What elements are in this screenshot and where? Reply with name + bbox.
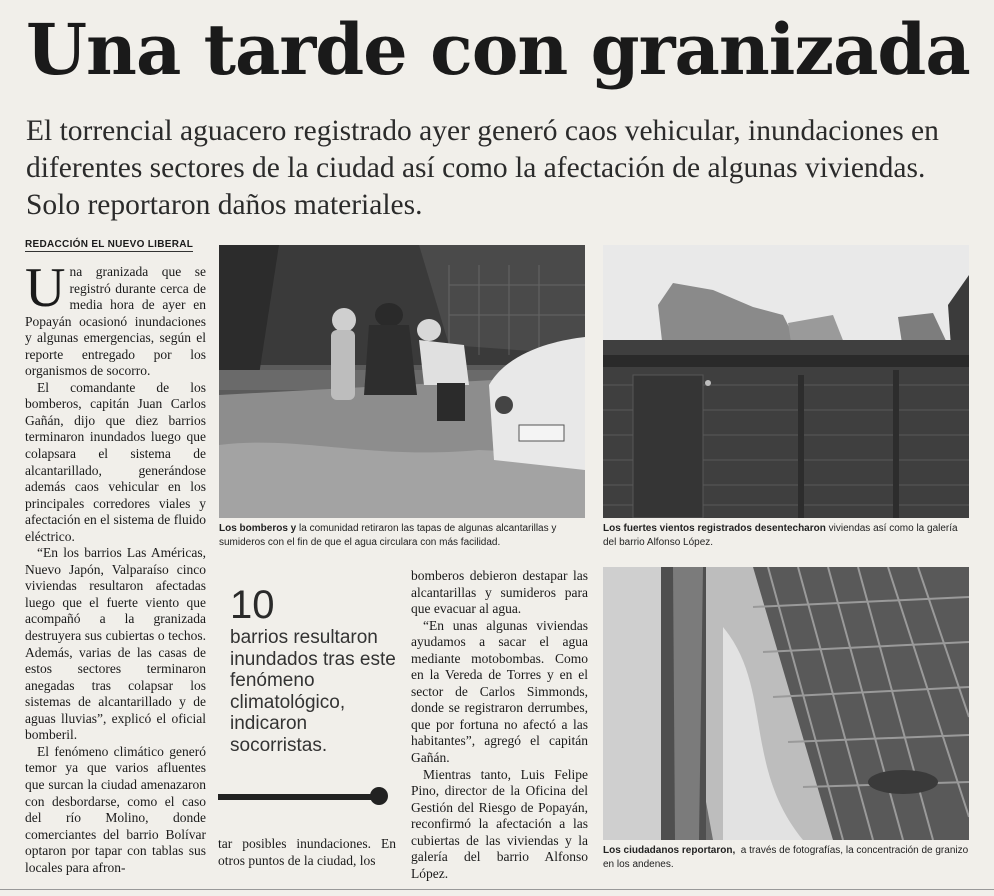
- byline: REDACCIÓN EL NUEVO LIBERAL: [25, 239, 194, 250]
- stat-callout: [230, 583, 400, 756]
- paragraph: “En los barrios Las Américas, Nuevo Japón, Valparaíso cinco viviendas resultaron afectadas luego que el fuerte viento que acompañó a la granizada destruyera sus cubiertas o techos. Además, varias de las casas de estos sectores terminaron anegadas tras colapsar los sistemas de alcantarillado y de aguas lluvias”, explicó el oficial bomberil.: [25, 545, 206, 743]
- photo-firefighters: [219, 245, 585, 518]
- drop-cap: U: [25, 257, 66, 319]
- headline: Una tarde con granizada: [26, 8, 970, 91]
- stat-number: 10: [230, 583, 275, 627]
- caption-hail: Los ciudadanos reportaron, a través de fotografías, la concentración de granizo en los andenes.: [603, 845, 969, 870]
- paragraph: “En unas algunas viviendas ayudamos a sacar el agua mediante motobombas. Como en la Vereda de Torres y en el sector de Carlos Simmonds, donde se registraron derrumbes, que por fortuna no afectó a las habitantes”, agregó el capitán Gañán.: [411, 617, 588, 766]
- photo-roofs: [603, 245, 969, 518]
- caption-roofs: Los fuertes vientos registrados desentecharon viviendas así como la galería del barrio Alfonso López.: [603, 523, 958, 548]
- paragraph: Una granizada que se registró durante cerca de media hora de ayer en Popayán ocasionó inundaciones y algunas emergencias, según el reporte entregado por los organismos de socorro.: [25, 257, 206, 379]
- roof-damage-image: [603, 245, 969, 518]
- callout-rule: [218, 794, 378, 800]
- bottom-rule: [0, 889, 994, 890]
- hail-sidewalk-image: [603, 567, 969, 840]
- article-column-1: [25, 257, 206, 876]
- article-column-2: [218, 836, 396, 869]
- paragraph: Mientras tanto, Luis Felipe Pino, director de la Oficina del Gestión del Riesgo de Popayán, reconfirmó la afectación a las cubiertas de las viviendas y la galería del barrio Alfonso López.: [411, 766, 588, 881]
- firefighters-image: [219, 245, 585, 518]
- paragraph: tar posibles inundaciones. En otros puntos de la ciudad, los: [218, 836, 396, 868]
- stat-text: barrios resultaron inundados tras este fenómeno climatológico, indicaron socorristas.: [230, 627, 396, 756]
- photo-hail: [603, 567, 969, 840]
- paragraph: bomberos debieron destapar las alcantarillas y sumideros para que evacuar al agua.: [411, 568, 588, 617]
- deck: El torrencial aguacero registrado ayer generó caos vehicular, inundaciones en diferentes sectores de la ciudad así como la afectación de algunas viviendas. Solo reportaron daños materiales.: [26, 115, 939, 221]
- paragraph: El fenómeno climático generó temor ya que varios afluentes que surcan la ciudad amenazaron con desbordarse, como el caso del río Molino, donde comerciantes del barrio Bolívar optaron por tapar con tablas sus locales para afron-: [25, 743, 206, 875]
- article-column-3: [411, 568, 588, 882]
- paragraph: El comandante de los bomberos, capitán Juan Carlos Gañán, dijo que diez barrios terminaron inundados luego que colapsara el sistema de alcantarillado, generándose además caos vehicular en los principales corredores viales y afectación en el sistema de fluido eléctrico.: [25, 379, 206, 544]
- callout-dot: [370, 787, 388, 805]
- caption-firefighters: Los bomberos y la comunidad retiraron las tapas de algunas alcantarillas y sumideros con el fin de que el agua circulara con más facilidad.: [219, 523, 557, 548]
